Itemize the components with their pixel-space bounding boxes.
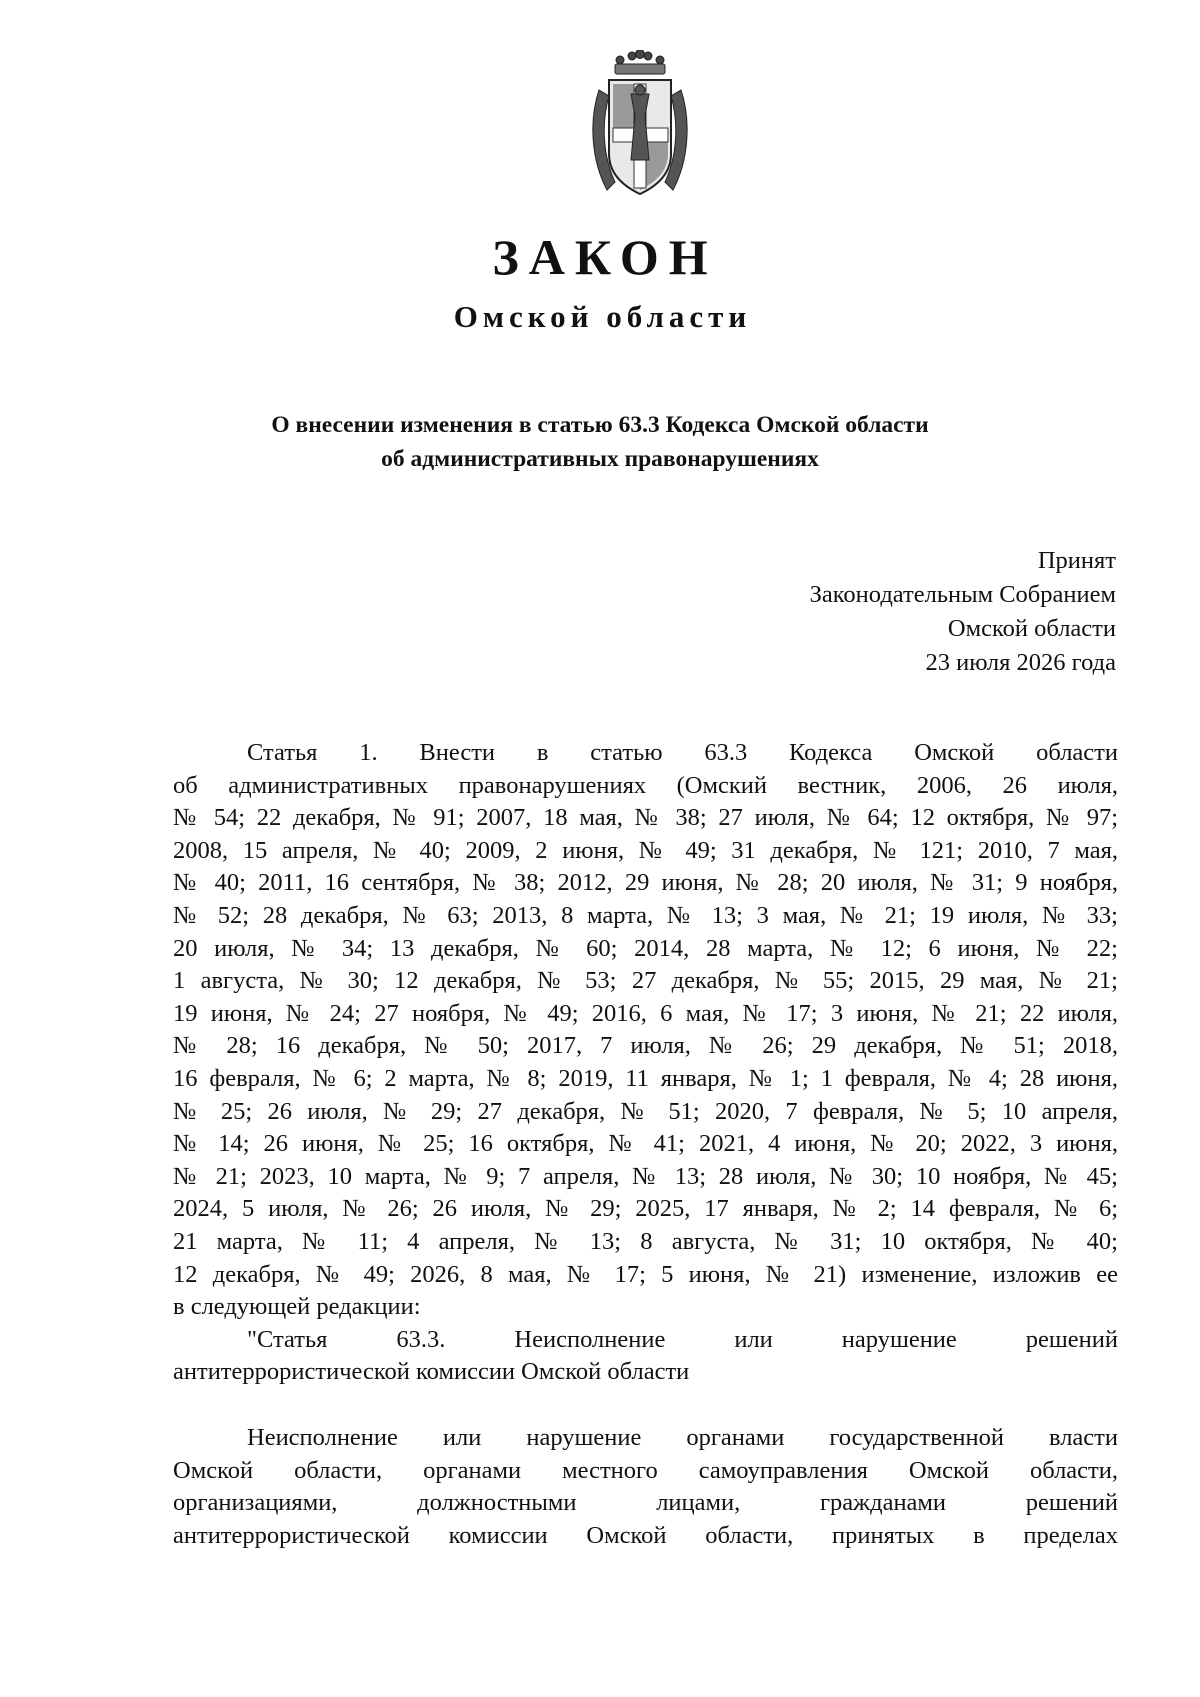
law-region: Омской области <box>453 299 752 334</box>
article-line: № 54; 22 декабря, № 91; 2007, 18 мая, № 38; 27 июля, № 64; 12 октября, № 97; <box>173 804 1118 832</box>
adoption-line: Принят <box>1037 547 1116 574</box>
law-subject-line: об административных правонарушениях <box>381 446 819 472</box>
article-line: № 28; 16 декабря, № 50; 2017, 7 июля, № 26; 29 декабря, № 51; 2018, <box>173 1032 1118 1060</box>
article-heading-line: "Статья 63.3. Неисполнение или нарушение решений <box>247 1325 1118 1353</box>
paragraph-line: Неисполнение или нарушение органами государственной власти <box>247 1424 1118 1451</box>
article-line: 1 августа, № 30; 12 декабря, № 53; 27 декабря, № 55; 2015, 29 мая, № 21; <box>173 967 1118 995</box>
article-line: 20 июля, № 34; 13 декабря, № 60; 2014, 28 марта, № 12; 6 июня, № 22; <box>173 934 1118 962</box>
adoption-line: Законодательным Собранием <box>809 581 1116 608</box>
law-title: ЗАКОН <box>492 229 718 285</box>
law-subject-line: О внесении изменения в статью 63.3 Кодекса Омской области <box>271 412 929 438</box>
paragraph-line: организациями, должностными лицами, гражданами решений <box>173 1489 1118 1517</box>
article-line: № 52; 28 декабря, № 63; 2013, 8 марта, № 13; 3 мая, № 21; 19 июля, № 33; <box>173 901 1118 929</box>
adoption-line: Омской области <box>947 615 1116 642</box>
article-line: 12 декабря, № 49; 2026, 8 мая, № 17; 5 июня, № 21) изменение, изложив ее <box>173 1260 1118 1288</box>
article-line: об административных правонарушениях (Омский вестник, 2006, 26 июля, <box>173 771 1118 799</box>
law-subject <box>0 408 1200 476</box>
article-1-text <box>173 737 1118 1389</box>
paragraph-line: антитеррористической комиссии Омской области, принятых в пределах <box>173 1521 1118 1549</box>
omsk-oblast-coat-of-arms-icon <box>585 50 695 202</box>
article-line: № 25; 26 июля, № 29; 27 декабря, № 51; 2020, 7 февраля, № 5; 10 апреля, <box>173 1097 1118 1125</box>
article-heading-line: антитеррористической комиссии Омской области <box>173 1358 690 1386</box>
adoption-block <box>810 544 1116 680</box>
article-line: 2024, 5 июля, № 26; 26 июля, № 29; 2025, 17 января, № 2; 14 февраля, № 6; <box>173 1195 1118 1223</box>
article-line: 21 марта, № 11; 4 апреля, № 13; 8 августа, № 31; 10 октября, № 40; <box>173 1227 1118 1255</box>
article-line: 2008, 15 апреля, № 40; 2009, 2 июня, № 49; 31 декабря, № 121; 2010, 7 мая, <box>173 836 1118 864</box>
article-line: 16 февраля, № 6; 2 марта, № 8; 2019, 11 января, № 1; 1 февраля, № 4; 28 июня, <box>173 1064 1118 1092</box>
article-paragraph <box>173 1422 1118 1552</box>
article-line: № 40; 2011, 16 сентября, № 38; 2012, 29 июня, № 28; 20 июля, № 31; 9 ноября, <box>173 869 1118 897</box>
article-line: № 21; 2023, 10 марта, № 9; 7 апреля, № 13; 28 июля, № 30; 10 ноября, № 45; <box>173 1162 1118 1190</box>
article-line: 19 июня, № 24; 27 ноября, № 49; 2016, 6 мая, № 17; 3 июня, № 21; 22 июля, <box>173 999 1118 1027</box>
article-line: № 14; 26 июня, № 25; 16 октября, № 41; 2021, 4 июня, № 20; 2022, 3 июня, <box>173 1130 1118 1158</box>
paragraph-line: Омской области, органами местного самоуправления Омской области, <box>173 1456 1118 1484</box>
article-line: Статья 1. Внести в статью 63.3 Кодекса Омской области <box>247 739 1118 766</box>
article-line: в следующей редакции: <box>173 1293 421 1321</box>
adoption-date: 23 июля 2026 года <box>925 649 1116 676</box>
